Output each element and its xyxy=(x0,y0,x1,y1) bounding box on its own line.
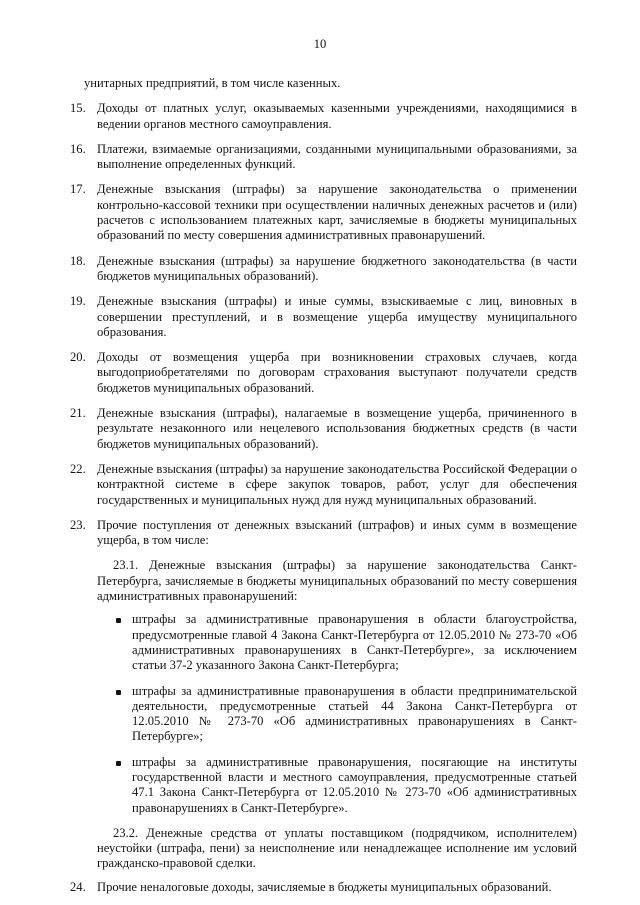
item-text: Прочие неналоговые доходы, зачисляемые в бюджеты муниципальных образований. xyxy=(97,879,552,894)
item-number: 24. xyxy=(70,879,86,894)
item-number: 21. xyxy=(70,406,86,421)
list-item-22 xyxy=(70,462,577,508)
item-number: 23. xyxy=(70,517,86,532)
list-item-24 xyxy=(70,880,577,895)
continuation-text: унитарных предприятий, в том числе казенных. xyxy=(84,76,341,90)
sub-item-23-2: 23.2. Денежные средства от уплаты поставщиком (подрядчиком, исполнителем) неустойки (штрафа, пени) за неисполнение или ненадлежащее исполнение им условий гражданско-правовой сделки. xyxy=(97,825,577,871)
list-item-16 xyxy=(70,142,577,173)
item-text: Денежные взыскания (штрафы) и иные суммы, взыскиваемые с лиц, виновных в совершении преступлений, и в возмещение ущерба имуществу муниципального образования. xyxy=(97,294,577,339)
page-number: 10 xyxy=(313,37,327,51)
sub-item-23-1: 23.1. Денежные взыскания (штрафы) за нарушение законодательства Санкт-Петербурга, зачисляемые в бюджеты муниципальных образований по месту совершения административных правонарушений: xyxy=(97,558,577,604)
item-number: 22. xyxy=(70,461,86,476)
bullet-icon xyxy=(116,690,121,695)
item-text: Денежные взыскания (штрафы) за нарушение законодательства Российской Федерации о контрактной системе в сфере закупок товаров, работ, услуг для обеспечения государственных и муниципальных нужд для нужд муниципальных образований. xyxy=(97,461,577,507)
bullet-text: штрафы за административные правонарушения, посягающие на институты государственной власти и местного самоуправления, предусмотренные статьей 47.1 Закона Санкт-Петербурга от 12.05.2010 № 273-70 «Об административных правонарушениях в Санкт-Петербурге». xyxy=(132,754,577,815)
list-item-23 xyxy=(70,518,577,549)
bullet-text: штрафы за административные правонарушения в области благоустройства, предусмотренные главой 4 Закона Санкт-Петербурга от 12.05.2010 № 273-70 «Об административных правонарушениях в Санкт-Петербурге», за исключением статьи 37-2 указанного Закона Санкт-Петербурга; xyxy=(132,612,577,673)
item-number: 16. xyxy=(70,141,86,156)
item-number: 20. xyxy=(70,350,86,365)
item-text: Денежные взыскания (штрафы), налагаемые в возмещение ущерба, причиненного в результате незаконного или нецелевого использования бюджетных средств (в части бюджетов муниципальных образований). xyxy=(97,406,577,451)
bullet-item xyxy=(116,755,577,816)
bullet-list xyxy=(116,612,577,816)
document-body xyxy=(70,76,577,905)
item-number: 19. xyxy=(70,294,86,309)
list-item-18 xyxy=(70,254,577,285)
item-text: Доходы от платных услуг, оказываемых казенными учреждениями, находящимися в ведении органов местного самоуправления. xyxy=(97,101,577,131)
item-text: Платежи, взимаемые организациями, созданными муниципальными образованиями, за выполнение определенных функций. xyxy=(97,141,577,172)
item-number: 15. xyxy=(70,101,86,116)
item-number: 18. xyxy=(70,253,86,268)
bullet-item xyxy=(116,612,577,673)
list-item-17 xyxy=(70,182,577,243)
bullet-icon xyxy=(116,618,121,623)
bullet-item xyxy=(116,684,577,745)
item-number: 17. xyxy=(70,182,86,197)
list-item-21 xyxy=(70,406,577,452)
list-item-20 xyxy=(70,350,577,396)
item-text: Денежные взыскания (штрафы) за нарушение законодательства о применении контрольно-кассовой техники при осуществлении наличных денежных расчетов и (или) расчетов с использованием платежных карт, зачисляемые в бюджеты муниципальных образований по месту совершения административных правонарушений. xyxy=(97,182,577,243)
item-text: Доходы от возмещения ущерба при возникновении страховых случаев, когда выгодоприобретателями по договорам страхования выступают получатели средств бюджетов муниципальных образований. xyxy=(97,350,577,395)
item-text: Денежные взыскания (штрафы) за нарушение бюджетного законодательства (в части бюджетов муниципальных образований). xyxy=(97,253,577,283)
bullet-icon xyxy=(116,761,121,766)
list-item-15 xyxy=(70,101,577,132)
item-text: Прочие поступления от денежных взысканий (штрафов) и иных сумм в возмещение ущерба, в том числе: xyxy=(97,517,577,548)
list-item-19 xyxy=(70,294,577,340)
bullet-text: штрафы за административные правонарушения в области предпринимательской деятельности, предусмотренные статьей 44 Закона Санкт-Петербурга от 12.05.2010 № 273-70 «Об административных правонарушениях в Санкт-Петербурге»; xyxy=(132,683,577,744)
